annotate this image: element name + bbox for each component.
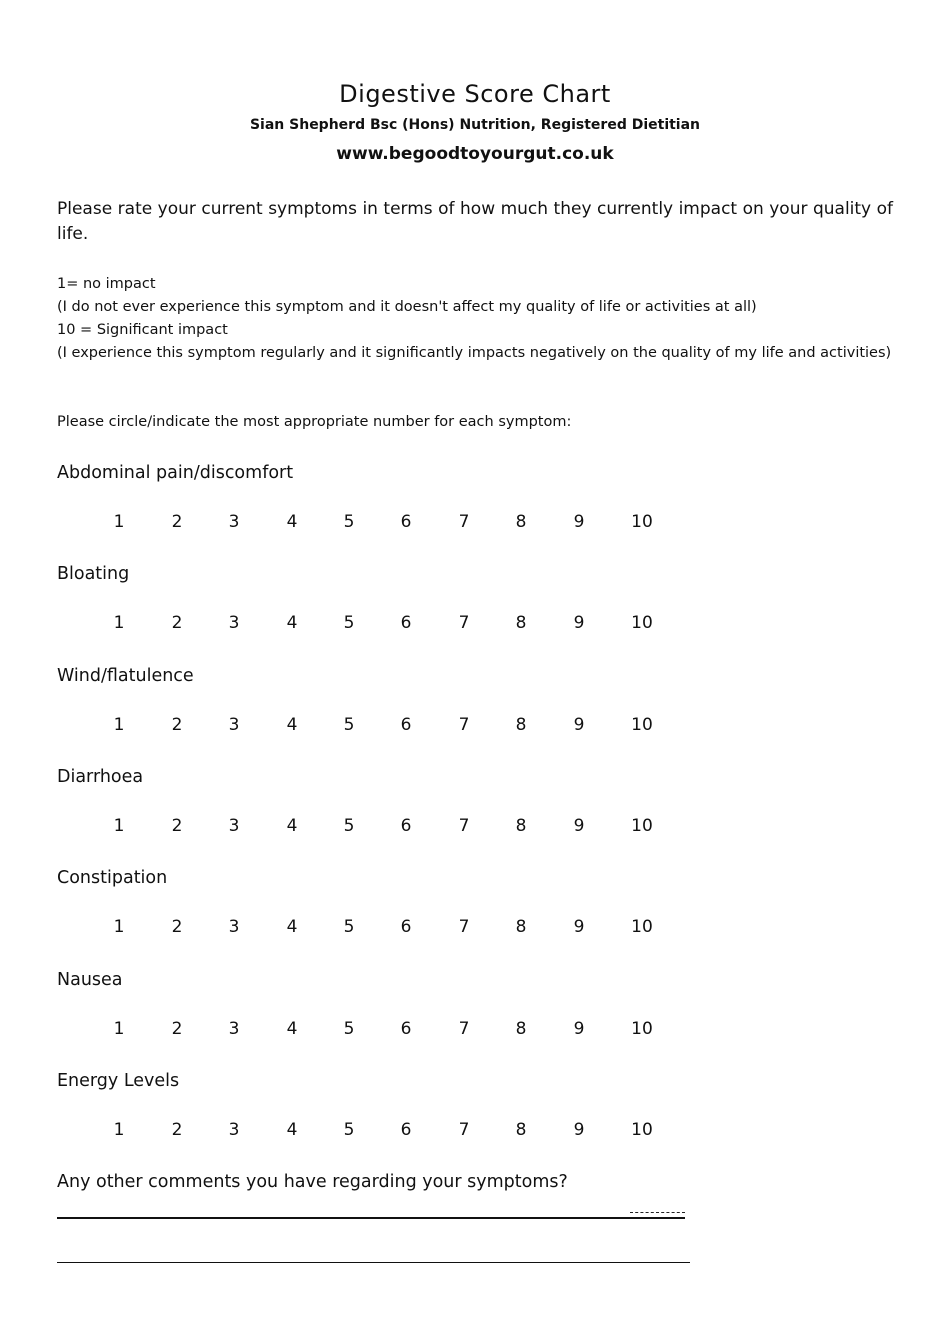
- score-option-5[interactable]: 5: [343, 714, 355, 735]
- author-credit: Sian Shepherd Bsc (Hons) Nutrition, Registered Dietitian: [249, 117, 701, 133]
- score-option-6[interactable]: 6: [400, 512, 412, 532]
- score-option-3[interactable]: 3: [228, 613, 240, 634]
- score-option-9[interactable]: 9: [573, 613, 585, 634]
- scale-low-label: 1= no impact: [57, 276, 156, 292]
- symptom-label: Diarrhoea: [57, 766, 144, 787]
- score-option-5[interactable]: 5: [343, 613, 355, 634]
- score-option-10[interactable]: 10: [631, 1018, 653, 1039]
- score-option-2[interactable]: 2: [171, 512, 183, 532]
- score-option-4[interactable]: 4: [286, 815, 298, 836]
- website-link[interactable]: www.begoodtoyourgut.co.uk: [336, 144, 614, 164]
- score-option-1[interactable]: 1: [113, 1119, 125, 1140]
- score-option-4[interactable]: 4: [286, 1119, 298, 1140]
- score-option-7[interactable]: 7: [458, 512, 470, 532]
- score-option-10[interactable]: 10: [631, 613, 653, 634]
- score-option-3[interactable]: 3: [228, 917, 240, 938]
- score-option-3[interactable]: 3: [228, 714, 240, 735]
- score-option-9[interactable]: 9: [573, 815, 585, 836]
- symptom-label: Abdominal pain/discomfort: [57, 463, 294, 483]
- score-option-1[interactable]: 1: [113, 1018, 125, 1039]
- score-option-6[interactable]: 6: [400, 1119, 412, 1140]
- score-option-1[interactable]: 1: [113, 613, 125, 634]
- score-scale: [57, 816, 893, 846]
- page-title: Digestive Score Chart: [339, 80, 611, 108]
- score-option-10[interactable]: 10: [631, 714, 653, 735]
- symptom-label: Bloating: [57, 564, 130, 585]
- score-option-1[interactable]: 1: [113, 714, 125, 735]
- score-option-5[interactable]: 5: [343, 815, 355, 836]
- comments-label: Any other comments you have regarding your symptoms?: [57, 1172, 568, 1192]
- score-option-7[interactable]: 7: [458, 613, 470, 634]
- score-option-2[interactable]: 2: [171, 917, 183, 938]
- score-option-7[interactable]: 7: [458, 714, 470, 735]
- symptom-label: Wind/flatulence: [57, 665, 194, 686]
- score-option-5[interactable]: 5: [343, 917, 355, 938]
- score-scale: [57, 613, 893, 643]
- symptom-item: [57, 563, 893, 653]
- score-option-3[interactable]: 3: [228, 1018, 240, 1039]
- score-scale: [57, 917, 893, 947]
- score-option-4[interactable]: 4: [286, 917, 298, 938]
- dashed-mark: [630, 1212, 685, 1213]
- score-option-2[interactable]: 2: [171, 1018, 183, 1039]
- score-option-3[interactable]: 3: [228, 1119, 240, 1140]
- score-option-4[interactable]: 4: [286, 1018, 298, 1039]
- score-scale: [57, 512, 893, 542]
- score-option-8[interactable]: 8: [515, 815, 527, 836]
- score-option-10[interactable]: 10: [631, 1119, 653, 1140]
- score-option-3[interactable]: 3: [228, 512, 240, 532]
- score-option-8[interactable]: 8: [515, 512, 527, 532]
- score-option-6[interactable]: 6: [400, 714, 412, 735]
- score-option-2[interactable]: 2: [171, 1119, 183, 1140]
- score-option-4[interactable]: 4: [286, 613, 298, 634]
- score-option-5[interactable]: 5: [343, 512, 355, 532]
- score-option-1[interactable]: 1: [113, 815, 125, 836]
- symptom-item: [57, 1070, 893, 1160]
- score-option-2[interactable]: 2: [171, 714, 183, 735]
- score-option-5[interactable]: 5: [343, 1119, 355, 1140]
- score-option-6[interactable]: 6: [400, 1018, 412, 1039]
- symptom-label: Constipation: [57, 868, 168, 889]
- score-option-10[interactable]: 10: [631, 815, 653, 836]
- score-option-3[interactable]: 3: [228, 815, 240, 836]
- score-scale: [57, 1120, 893, 1150]
- score-option-2[interactable]: 2: [171, 815, 183, 836]
- score-option-7[interactable]: 7: [458, 1119, 470, 1140]
- score-option-9[interactable]: 9: [573, 1119, 585, 1140]
- score-option-7[interactable]: 7: [458, 1018, 470, 1039]
- score-option-8[interactable]: 8: [515, 714, 527, 735]
- score-option-9[interactable]: 9: [573, 1018, 585, 1039]
- score-option-6[interactable]: 6: [400, 815, 412, 836]
- score-option-5[interactable]: 5: [343, 1018, 355, 1039]
- score-option-9[interactable]: 9: [573, 512, 585, 532]
- score-option-4[interactable]: 4: [286, 512, 298, 532]
- symptom-label: Energy Levels: [57, 1070, 180, 1091]
- scale-low-description: (I do not ever experience this symptom and it doesn't affect my quality of life or activities at all): [57, 299, 757, 315]
- instruction-text: Please circle/indicate the most appropriate number for each symptom:: [57, 414, 572, 430]
- score-scale: [57, 1019, 893, 1049]
- scale-high-description: (I experience this symptom regularly and it significantly impacts negatively on the quality of my life and activities): [57, 345, 892, 361]
- score-option-9[interactable]: 9: [573, 917, 585, 938]
- symptom-item: [57, 665, 893, 755]
- score-option-2[interactable]: 2: [171, 613, 183, 634]
- intro-text: Please rate your current symptoms in terms of how much they currently impact on your quality of life.: [57, 199, 893, 244]
- symptom-item: [57, 462, 893, 552]
- score-option-6[interactable]: 6: [400, 613, 412, 634]
- symptom-item: [57, 867, 893, 957]
- comments-line-1[interactable]: [57, 1217, 685, 1219]
- score-option-9[interactable]: 9: [573, 714, 585, 735]
- score-option-10[interactable]: 10: [631, 512, 653, 532]
- score-option-8[interactable]: 8: [515, 1018, 527, 1039]
- score-option-4[interactable]: 4: [286, 714, 298, 735]
- score-option-7[interactable]: 7: [458, 815, 470, 836]
- scale-high-label: 10 = Significant impact: [57, 322, 228, 338]
- score-option-8[interactable]: 8: [515, 613, 527, 634]
- symptom-item: [57, 969, 893, 1059]
- score-option-8[interactable]: 8: [515, 917, 527, 938]
- score-option-1[interactable]: 1: [113, 917, 125, 938]
- comments-line-2[interactable]: [57, 1262, 690, 1263]
- score-option-10[interactable]: 10: [631, 917, 653, 938]
- score-option-7[interactable]: 7: [458, 917, 470, 938]
- scale-explanation: [57, 273, 893, 365]
- score-option-8[interactable]: 8: [515, 1119, 527, 1140]
- score-option-6[interactable]: 6: [400, 917, 412, 938]
- score-scale: [57, 715, 893, 745]
- score-option-1[interactable]: 1: [113, 512, 125, 532]
- symptom-label: Nausea: [57, 969, 123, 990]
- symptom-item: [57, 766, 893, 856]
